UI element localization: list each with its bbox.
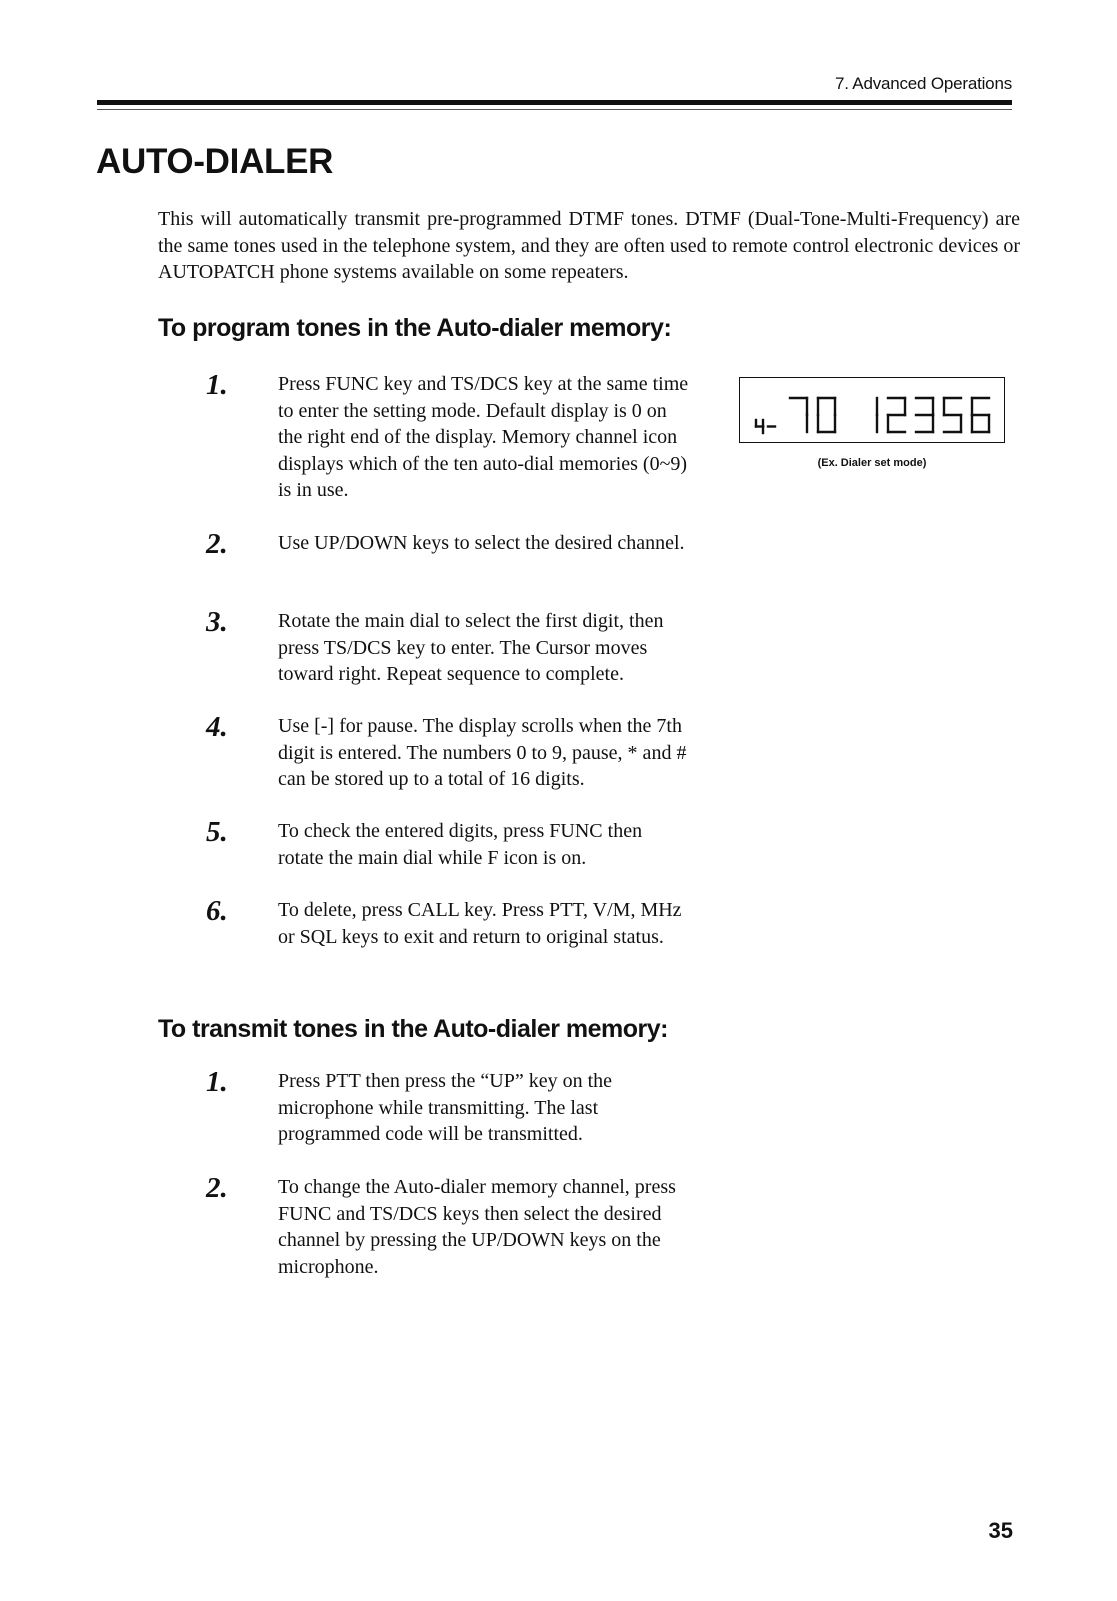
lcd-digit: [888, 398, 905, 432]
page-title: AUTO-DIALER: [96, 142, 334, 181]
page-number: 35: [988, 1518, 1013, 1543]
lcd-digit: [790, 398, 807, 432]
step-text: Press PTT then press the “UP” key on the microphone while transmitting. The last programmed code will be transmitted.: [278, 1070, 613, 1145]
program-section-heading: To program tones in the Auto-dialer memory:: [158, 314, 672, 342]
step-number: 3.: [206, 606, 228, 638]
step-number: 1.: [206, 369, 228, 401]
step-number: 1.: [206, 1066, 228, 1098]
lcd-digit: [944, 398, 961, 432]
step-number: 4.: [206, 711, 228, 743]
step-text: Press FUNC key and TS/DCS key at the same time to enter the setting mode. Default display is 0 on the right end of the display. Memory channel icon displays which of the ten auto-dial memories (0~9) is in use.: [278, 373, 689, 501]
step-text: To check the entered digits, press FUNC then rotate the main dial while F icon is on.: [278, 820, 643, 869]
lcd-digit: [972, 398, 989, 432]
step-text: To delete, press CALL key. Press PTT, V/M, MHz or SQL keys to exit and return to original status.: [278, 899, 682, 948]
transmit-section-heading: To transmit tones in the Auto-dialer memory:: [158, 1015, 668, 1043]
step-text: Rotate the main dial to select the first digit, then press TS/DCS key to enter. The Cursor moves toward right. Repeat sequence to complete.: [278, 610, 664, 685]
header-rule-thin: [97, 109, 1012, 110]
step-number: 2.: [206, 528, 228, 560]
running-header: 7. Advanced Operations: [834, 74, 1012, 93]
intro-paragraph: This will automatically transmit pre-programmed DTMF tones. DTMF (Dual-Tone-Multi-Frequency) are the same tones used in the telephone system, and they are often used to remote control electronic devices or AUTOPATCH phone systems available on some repeaters.: [158, 208, 1020, 283]
step-number: 2.: [206, 1172, 228, 1204]
lcd-digit: [818, 398, 835, 432]
lcd-display-example: [739, 377, 1005, 443]
step-text: To change the Auto-dialer memory channel, press FUNC and TS/DCS keys then select the desired channel by pressing the UP/DOWN keys on the microphone.: [278, 1176, 676, 1278]
lcd-segment-readout: [740, 378, 1006, 444]
lcd-digit: [916, 398, 933, 432]
lcd-caption: (Ex. Dialer set mode): [817, 457, 927, 469]
step-text: Use UP/DOWN keys to select the desired channel.: [278, 532, 685, 554]
header-rule-thick: [97, 100, 1012, 105]
step-text: Use [-] for pause. The display scrolls when the 7th digit is entered. The numbers 0 to 9, pause, * and # can be stored up to a total of 16 digits.: [278, 715, 687, 790]
step-number: 5.: [206, 816, 228, 848]
lcd-prefix-char: [756, 420, 763, 433]
step-number: 6.: [206, 895, 228, 927]
